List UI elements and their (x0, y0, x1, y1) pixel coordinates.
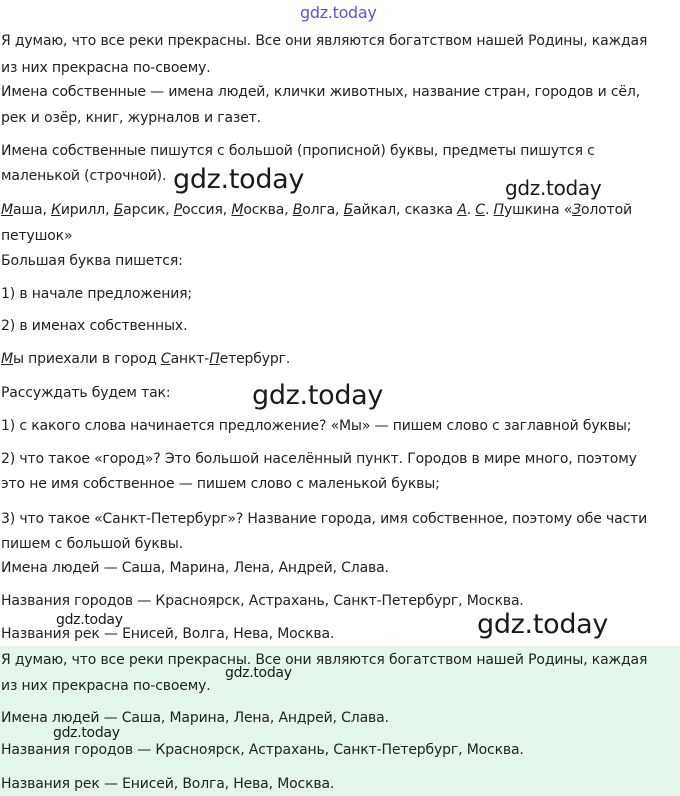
header-watermark: gdz.today (300, 3, 377, 22)
word-rest: айкал, сказка (353, 202, 458, 218)
capital-letter: М (1, 202, 13, 218)
capital-letter: В (292, 202, 303, 218)
watermark-text: gdz.today (173, 164, 305, 195)
text-line: маленькой (строчной). (1, 168, 167, 184)
text-line: петушок» (1, 228, 73, 244)
word-rest: оссия, (182, 202, 232, 218)
capital-letter: К (51, 202, 61, 218)
capital-letter: М (1, 351, 13, 367)
capital-letter: Р (173, 202, 183, 218)
word-rest: осква, (243, 202, 293, 218)
word-rest: . (484, 202, 494, 218)
capital-letter: А (457, 202, 467, 218)
text-line: 2) в именах собственных. (1, 318, 188, 334)
watermark-text: gdz.today (225, 665, 292, 681)
capital-letter: С (475, 202, 485, 218)
text-line: Рассуждать будем так: (1, 385, 171, 401)
text-line: Имена собственные пишутся с большой (прописной) буквы, предметы пишутся с (1, 143, 595, 159)
text-line: пишем с большой буквы. (1, 536, 183, 552)
text-line: Большая буква пишется: (1, 253, 183, 269)
text-line: 1) в начале предложения; (1, 286, 192, 302)
text-line: Я думаю, что все реки прекрасны. Все они являются богатством нашей Родины, каждая (1, 33, 648, 49)
watermark-text: gdz.today (477, 609, 609, 640)
text-line: Названия рек — Енисей, Волга, Нева, Москва. (1, 626, 335, 642)
sentence-example-line (1, 349, 290, 369)
answer-line: из них прекрасна по-своему. (1, 678, 211, 694)
capital-letter: М (231, 202, 244, 218)
word-rest: олга, (302, 202, 344, 218)
text-line: рек и озёр, книг, журналов и газет. (1, 110, 261, 126)
text-line: 2) что такое «город»? Это большой населённый пункт. Городов в мире много, поэтому (1, 451, 637, 467)
answer-line: Названия рек — Енисей, Волга, Нева, Москва. (1, 776, 335, 792)
answer-line: Я думаю, что все реки прекрасны. Все они являются богатством нашей Родины, каждая (1, 652, 648, 668)
answer-line: Названия городов — Красноярск, Астрахань, Санкт-Петербург, Москва. (1, 742, 524, 758)
answer-line: Имена людей — Саша, Марина, Лена, Андрей, Слава. (1, 710, 389, 726)
text-line: Имена людей — Саша, Марина, Лена, Андрей, Слава. (1, 560, 389, 576)
word-rest: ирилл, (60, 202, 114, 218)
watermark-text: gdz.today (56, 612, 123, 628)
watermark-text: gdz.today (53, 725, 120, 741)
watermark-text: gdz.today (505, 176, 602, 200)
capital-letter: С (160, 351, 171, 367)
names-example-line (1, 200, 632, 220)
word-rest: олотой (580, 202, 632, 218)
word-rest: . (466, 202, 476, 218)
capital-letter: П (209, 351, 220, 367)
text-line: из них прекрасна по-своему. (1, 60, 211, 76)
text-line: 1) с какого слова начинается предложение? «Мы» — пишем слово с заглавной буквы; (1, 418, 632, 434)
word-rest: ы приехали в город (12, 351, 161, 367)
capital-letter: Б (113, 202, 124, 218)
text-line: это не имя собственное — пишем слово с маленькой буквы; (1, 476, 440, 492)
watermark-text: gdz.today (252, 380, 384, 411)
capital-letter: П (493, 202, 504, 218)
text-line: 3) что такое «Санкт-Петербург»? Название города, имя собственное, поэтому обе части (1, 511, 648, 527)
capital-letter: Б (343, 202, 354, 218)
text-line: Названия городов — Красноярск, Астрахань, Санкт-Петербург, Москва. (1, 593, 524, 609)
word-rest: арсик, (123, 202, 174, 218)
capital-letter: З (572, 202, 581, 218)
word-rest: анкт- (170, 351, 210, 367)
word-rest: ушкина « (503, 202, 573, 218)
word-rest: етербург. (219, 351, 291, 367)
word-rest: аша, (12, 202, 52, 218)
text-line: Имена собственные — имена людей, клички животных, название стран, городов и сёл, (1, 84, 640, 100)
